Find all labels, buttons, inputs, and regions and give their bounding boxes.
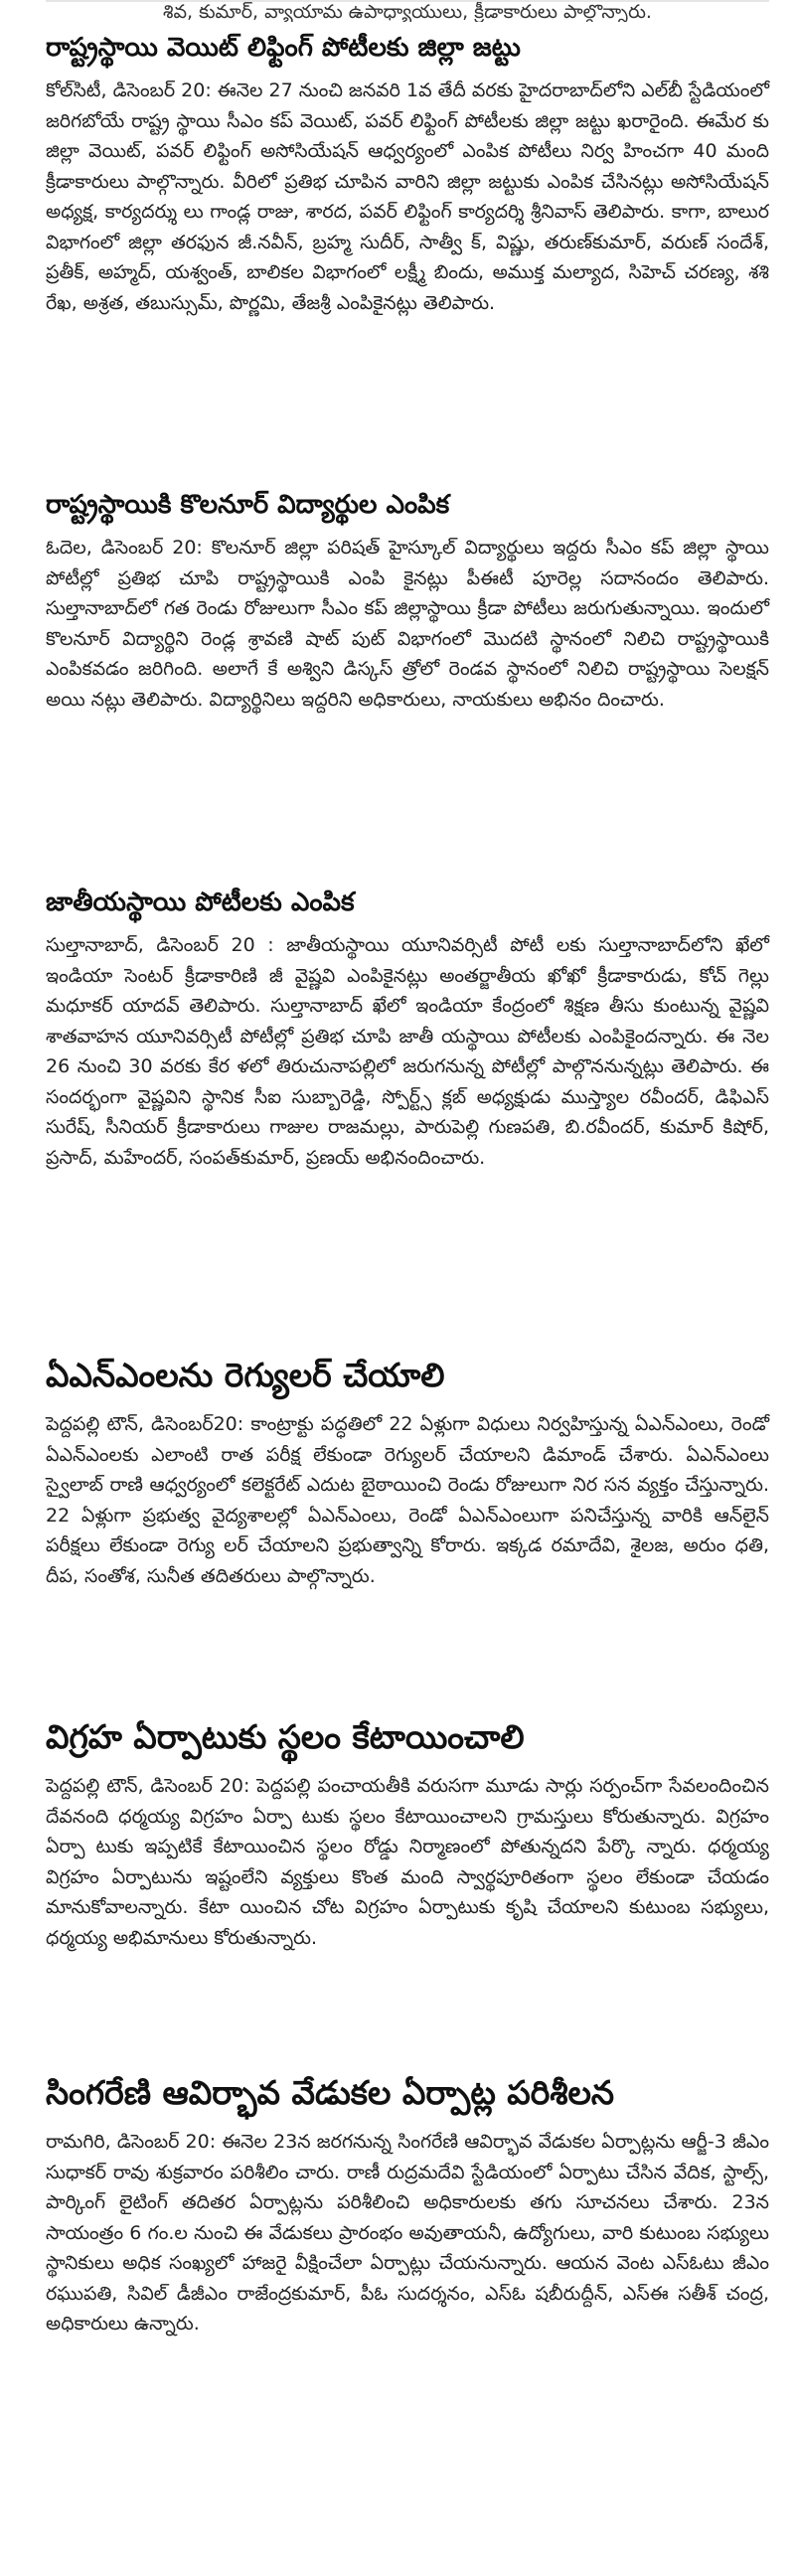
article-headline: సింగరేణి ఆవిర్భావ వేడుకల ఏర్పాట్ల పరిశీలన (46, 2073, 615, 2112)
article-headline: రాష్ట్రస్థాయి వెయిట్ లిఫ్టింగ్ పోటీలకు జిల్లా జట్టు (46, 33, 521, 63)
article-body: పెద్దపల్లి టౌన్, డిసెంబర్ 20: పెద్దపల్లి పంచాయతీకి వరుసగా మూడు సార్లు సర్పంచ్‌గా సేవలందించిన దేవనంది ధర్మయ్య విగ్రహం ఏర్పా టుకు స్థలం కేటాయించాలని గ్రామస్తులు కోరుతున్నారు. విగ్రహం ఏర్పా టుకు ఇప్పటికే కేటాయించిన స్థలం రోడ్డు నిర్మాణంలో పోతున్నదని పేర్కొ న్నారు. ధర్మయ్య విగ్రహం ఏర్పాటును ఇష్టంలేని వ్యక్తులు కొంత మంది స్వార్థపూరితంగా స్థలం లేకుండా చేయడం మానుకోవాలన్నారు. కేటా యించిన చోట విగ్రహం ఏర్పాటుకు కృషి చేయాలని కుటుంబ సభ్యులు, ధర్మయ్య అభిమానులు కోరుతున్నారు. (46, 1775, 769, 1949)
blank-margin (0, 2460, 795, 2576)
article-body: ఓదెల, డిసెంబర్ 20: కొలనూర్ జిల్లా పరిషత్ హైస్కూల్ విద్యార్థులు ఇద్దరు సీఎం కప్ జిల్లా స్థాయి పోటీల్లో ప్రతిభ చూపి రాష్ట్రస్థాయికి ఎంపి కైనట్లు పీఈటీ పూరెల్ల సదానందం తెలిపారు. సుల్తానాబాద్‌లో గత రెండు రోజులుగా సీఎం కప్ జిల్లాస్థాయి క్రీడా పోటీలు జరుగుతున్నాయి. ఇందులో కొలనూర్ విద్యార్థిని రెండ్ల శ్రావణి షాట్ పుట్ విభాగంలో మొదటి స్థానంలో నిలిచి రాష్ట్రస్థాయికి ఎంపికవడం జరిగింది. అలాగే కే అశ్విని డిస్కస్ త్రోలో రెండవ స్థానంలో నిలిచి రాష్ట్రస్థాయి సెలక్షన్ అయి నట్లు తెలిపారు. విద్యార్థినిలు ఇద్దరిని అధికారులు, నాయకులు అభినం దించారు. (46, 537, 769, 711)
cut-off-text-line: శివ, కుమార్, వ్యాయామ ఉపాధ్యాయులు, క్రీడాకారులు పాల్గొన్నారు. (163, 2, 652, 22)
article-anm-regularise (46, 1350, 769, 1591)
article-body: కోల్‌సిటీ, డిసెంబర్ 20: ఈనెల 27 నుంచి జనవరి 1వ తేదీ వరకు హైదరాబాద్‌లోని ఎల్‌బీ స్టేడియంలో జరిగబోయే రాష్ట్ర స్థాయి సీఎం కప్ వెయిట్, పవర్ లిఫ్టింగ్ పోటీలకు జిల్లా జట్టు ఖరారైంది. ఈమేర కు జిల్లా వెయిట్, పవర్ లిఫ్టింగ్ అసోసియేషన్ ఆధ్వర్యంలో ఎంపిక పోటీలు నిర్వ హించగా 40 మంది క్రీడాకారులు పాల్గొన్నారు. వీరిలో ప్రతిభ చూపిన వారిని జిల్లా జట్టుకు ఎంపిక చేసినట్లు అసోసియేషన్ అధ్యక్ష, కార్యదర్శు లు గాండ్ల రాజు, శారద, పవర్ లిఫ్టింగ్ కార్యదర్శి శ్రీనివాస్ తెలిపారు. కాగా, బాలుర విభాగంలో జిల్లా తరఫున జీ.నవీన్, బ్రహ్మ సుదీర్, సాత్వీ క్, విష్ణు, తరుణ్‌కుమార్, వరుణ్ సందేశ్, ప్రతీక్, అహ్మద్, యశ్వంత్, బాలికల విభాగంలో లక్ష్మీ బిందు, అముక్త మల్యాద, సిహెచ్ చరణ్య, శశి రేఖ, అశ్రత, తబుస్సుమ్, పొర్ణమి, తేజశ్రీ ఎంపికైనట్లు తెలిపారు. (46, 80, 769, 314)
article-national-level (46, 883, 769, 1173)
article-headline: ఏఎన్‌ఎంలను రెగ్యులర్ చేయాలి (46, 1356, 445, 1394)
article-headline: రాష్ట్రస్థాయికి కొలనూర్ విద్యార్థుల ఎంపిక (46, 490, 450, 520)
article-body: పెద్దపల్లి టౌన్, డిసెంబర్20: కాంట్రాక్టు పద్ధతిలో 22 ఏళ్లుగా విధులు నిర్వహిస్తున్న ఏఎన్ఎంలు, రెండో ఏఎన్ఎంలకు ఎలాంటి రాత పరీక్ష లేకుండా రెగ్యులర్ చేయాలని డిమాండ్ చేశారు. ఏఎన్ఎంలు స్వైలాబ్ రాణి ఆధ్వర్యంలో కలెక్టరేట్ ఎదుట బైఠాయించి రెండు రోజులుగా నిర సన వ్యక్తం చేస్తున్నారు. 22 ఏళ్లుగా ప్రభుత్వ వైద్యశాలల్లో ఏఎన్ఎంలు, రెండో ఏఎన్ఎంలుగా పనిచేస్తున్న వారికి ఆన్‌లైన్ పరీక్షలు లేకుండా రెగ్యు లర్ చేయాలని ప్రభుత్వాన్ని కోరారు. ఇక్కడ రమాదేవి, శైలజ, అరుం ధతి, దీప, సంతోశ, సునీత తదితరులు పాల్గొన్నారు. (46, 1413, 769, 1587)
article-body: సుల్తానాబాద్, డిసెంబర్ 20 : జాతీయస్థాయి యూనివర్సిటీ పోటీ లకు సుల్తానాబాద్‌లోని ఖేలో ఇండియా సెంటర్ క్రీడాకారిణి జీ వైష్ణవి ఎంపికైనట్లు అంతర్జాతీయ ఖోఖో క్రీడాకారుడు, కోచ్ గెల్లు మధూకర్ యాదవ్ తెలిపారు. సుల్తానాబాద్ ఖేలో ఇండియా కేంద్రంలో శిక్షణ తీసు కుంటున్న వైష్ణవి శాతవాహన యూనివర్సిటీ పోటీల్లో ప్రతిభ చూపి జాతీ యస్థాయి పోటీలకు ఎంపికైందన్నారు. ఈ నెల 26 నుంచి 30 వరకు కేర ళలో తిరుచునాపల్లిలో జరుగనున్న పోటీల్లో పాల్గొననున్నట్లు తెలిపారు. ఈ సందర్భంగా వైష్ణవిని స్థానిక సీఐ సుబ్బారెడ్డి, స్పోర్ట్స్ క్లబ్ అధ్యక్షుడు ముస్త్యాల రవీందర్, డిఫిఎస్ సురేష్, సీనియర్ క్రీడాకారులు గాజుల రాజమల్లు, పారుపెల్లి గుణపతి, బి.రవీందర్, కుమార్ కిషోర్, ప్రసాద్, మహేందర్, సంపత్‌కుమార్, ప్రణయ్ అభినందించారు. (46, 934, 769, 1169)
article-body: రామగిరి, డిసెంబర్ 20: ఈనెల 23న జరగనున్న సింగరేణి ఆవిర్భావ వేడుకల ఏర్పాట్లను ఆర్జీ-3 జీఎం సుధాకర్ రావు శుక్రవారం పరిశీలిం చారు. రాణీ రుద్రమదేవి స్టేడియంలో ఏర్పాటు చేసిన వేదిక, స్టాల్స్, పార్కింగ్ లైటింగ్ తదితర ఏర్పాట్లను పరిశీలించి అధికారులకు తగు సూచనలు చేశారు. 23న సాయంత్రం 6 గం.ల నుంచి ఈ వేడుకలు ప్రారంభం అవుతాయనీ, ఉద్యోగులు, వారి కుటుంబ సభ్యులు స్థానికులు అధిక సంఖ్యలో హాజరై వీక్షించేలా ఏర్పాట్లు చేయనున్నారు. ఆయన వెంట ఎస్ఓటు జీఎం రఘుపతి, సివిల్ డీజీఎం రాజేంద్రకుమార్, పీఓ సుదర్శనం, ఎస్ఓ షబీరుద్దీన్, ఎస్ఈ సతీశ్ చంద్ర, అధికారులు ఉన్నారు. (46, 2131, 769, 2334)
article-singareni-celebrations (46, 2067, 769, 2339)
article-statue-land (46, 1711, 769, 1953)
article-weightlifting (46, 28, 769, 318)
news-column (46, 0, 769, 2460)
article-headline: జాతీయస్థాయి పోటీలకు ఎంపిక (46, 887, 355, 917)
article-kolanur-students (46, 485, 769, 715)
article-headline: విగ్రహ ఏర్పాటుకు స్థలం కేటాయించాలి (46, 1717, 525, 1756)
